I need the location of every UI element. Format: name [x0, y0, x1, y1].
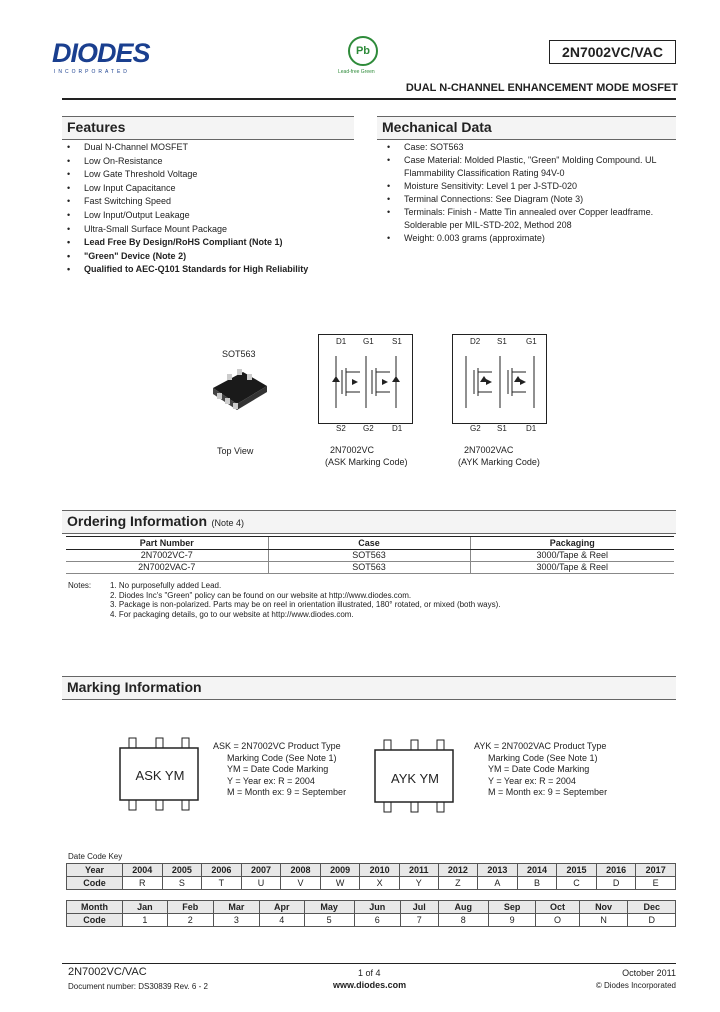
- month-cell: Apr: [259, 901, 304, 914]
- month-code-table: [66, 900, 676, 927]
- month-code-row: [67, 914, 676, 927]
- month-cell: Jan: [123, 901, 168, 914]
- diodes-logo: DIODES: [52, 38, 150, 68]
- year-code-cell: X: [360, 877, 400, 890]
- note-item: 3. Package is non-polarized. Parts may be on reel in orientation illustrated, 180° rotated, or mixed (both ways).: [110, 600, 501, 609]
- year-cell: 2015: [557, 864, 597, 877]
- ordering-header: [62, 510, 676, 534]
- ayk-line: YM = Date Code Marking: [488, 764, 590, 774]
- vac-pin-top-3: G1: [526, 337, 537, 346]
- ordering-col-packaging: Packaging: [470, 537, 674, 550]
- vc-pin-top-1: D1: [336, 337, 347, 346]
- year-cell: 2016: [596, 864, 636, 877]
- vc-pin-bottom-3: D1: [392, 424, 403, 433]
- ordering-title: Ordering Information: [67, 513, 207, 529]
- year-cell: 2013: [478, 864, 518, 877]
- year-code-cell: A: [478, 877, 518, 890]
- month-code-cell: O: [536, 914, 579, 927]
- month-cell: Sep: [488, 901, 535, 914]
- ask-line: ASK = 2N7002VC Product Type: [213, 741, 341, 751]
- vac-pin-bottom-3: D1: [526, 424, 537, 433]
- ayk-line: AYK = 2N7002VAC Product Type: [474, 741, 607, 751]
- month-cell: Oct: [536, 901, 579, 914]
- table-cell: 2N7002VAC-7: [66, 562, 268, 574]
- year-code-cell: D: [596, 877, 636, 890]
- note-item: 2. Diodes Inc's "Green" policy can be found on our website at http://www.diodes.com.: [110, 590, 412, 600]
- vc-mosfet-schematic: [322, 352, 410, 412]
- marking-title: Marking Information: [67, 679, 202, 695]
- ayk-line: M = Month ex: 9 = September: [488, 787, 608, 797]
- vac-pin-bottom-2: S1: [497, 424, 507, 433]
- ask-line: Marking Code (See Note 1): [227, 752, 337, 763]
- table-row: [66, 550, 674, 562]
- year-cell: 2017: [636, 864, 676, 877]
- vac-pin-bottom-1: G2: [470, 424, 481, 433]
- month-code-cell: N: [579, 914, 628, 927]
- sot563-label: SOT563: [222, 349, 256, 359]
- page-subtitle: DUAL N-CHANNEL ENHANCEMENT MODE MOSFET: [405, 82, 678, 94]
- table-cell: 2N7002VC-7: [66, 550, 268, 562]
- ayk-line: Y = Year ex: R = 2004: [488, 775, 576, 786]
- month-cell: May: [304, 901, 354, 914]
- vac-pin-top-1: D2: [470, 337, 481, 346]
- month-code-cell: 7: [400, 914, 438, 927]
- ordering-col-part: Part Number: [66, 537, 268, 550]
- vc-marking-caption: (ASK Marking Code): [325, 457, 408, 467]
- year-code-cell: C: [557, 877, 597, 890]
- diodes-logo-subtext: INCORPORATED: [54, 69, 130, 75]
- ayk-line: Marking Code (See Note 1): [488, 752, 598, 763]
- features-list: [64, 141, 354, 277]
- table-cell: SOT563: [268, 562, 470, 574]
- mechanical-item: • Weight: 0.003 grams (approximate): [384, 232, 676, 245]
- code-header: Code: [67, 914, 123, 927]
- ask-code: ASK YM: [135, 768, 185, 783]
- footer-doc: Document number: DS30839 Rev. 6 - 2: [68, 982, 208, 991]
- ayk-legend: [474, 741, 607, 799]
- table-cell: 3000/Tape & Reel: [470, 562, 674, 574]
- year-code-cell: V: [281, 877, 321, 890]
- header-divider: [62, 98, 676, 100]
- part-number-box: 2N7002VC/VAC: [549, 40, 676, 64]
- note-item: 4. For packaging details, go to our website at http://www.diodes.com.: [110, 609, 354, 619]
- month-cell: Feb: [167, 901, 213, 914]
- vc-pin-bottom-2: G2: [363, 424, 374, 433]
- year-code-cell: Y: [399, 877, 438, 890]
- year-row: [67, 864, 676, 877]
- month-header: Month: [67, 901, 123, 914]
- vc-pin-top-3: S1: [392, 337, 402, 346]
- feature-item: • "Green" Device (Note 2): [64, 250, 354, 264]
- mechanical-title: Mechanical Data: [382, 119, 492, 135]
- year-code-row: [67, 877, 676, 890]
- month-cell: Mar: [213, 901, 259, 914]
- year-cell: 2014: [517, 864, 557, 877]
- year-cell: 2011: [399, 864, 438, 877]
- vc-pin-top-2: G1: [363, 337, 374, 346]
- year-code-cell: Z: [438, 877, 478, 890]
- month-code-cell: 8: [438, 914, 488, 927]
- date-code-label: Date Code Key: [68, 852, 123, 861]
- table-row: [66, 562, 674, 574]
- footer-part: 2N7002VC/VAC: [68, 966, 147, 978]
- mechanical-item: • Terminal Connections: See Diagram (Note 3): [384, 193, 676, 206]
- vac-mosfet-schematic: [456, 352, 544, 412]
- month-code-cell: D: [628, 914, 676, 927]
- vc-pin-bottom-1: S2: [336, 424, 346, 433]
- year-code-cell: E: [636, 877, 676, 890]
- year-code-cell: U: [241, 877, 281, 890]
- month-code-cell: 2: [167, 914, 213, 927]
- feature-item: • Low Input/Output Leakage: [64, 209, 354, 223]
- month-cell: Jun: [354, 901, 400, 914]
- features-title: Features: [67, 119, 126, 135]
- footer-url-link[interactable]: www.diodes.com: [333, 980, 407, 990]
- year-header: Year: [67, 864, 123, 877]
- month-code-cell: 5: [304, 914, 354, 927]
- notes-label: Notes:: [68, 581, 92, 590]
- year-cell: 2004: [123, 864, 163, 877]
- month-code-cell: 1: [123, 914, 168, 927]
- month-cell: Nov: [579, 901, 628, 914]
- month-code-cell: 3: [213, 914, 259, 927]
- year-code-cell: S: [162, 877, 202, 890]
- month-cell: Aug: [438, 901, 488, 914]
- mechanical-item: • Moisture Sensitivity: Level 1 per J-STD-020: [384, 180, 676, 193]
- month-cell: Dec: [628, 901, 676, 914]
- note-item: 1. No purposefully added Lead.: [110, 581, 222, 590]
- footer-divider: [62, 963, 676, 964]
- vac-pin-top-2: S1: [497, 337, 507, 346]
- mechanical-header: [377, 116, 676, 140]
- year-cell: 2007: [241, 864, 281, 877]
- vac-marking-caption: (AYK Marking Code): [458, 457, 540, 467]
- year-cell: 2012: [438, 864, 478, 877]
- notes-list: [110, 581, 501, 619]
- vc-caption: 2N7002VC: [330, 445, 375, 455]
- ordering-note-ref: (Note 4): [211, 518, 244, 528]
- lead-free-label: Lead-free Green: [338, 69, 375, 75]
- feature-item: • Low Gate Threshold Voltage: [64, 168, 354, 182]
- sot563-package-illustration: [205, 360, 275, 420]
- lead-free-icon: Pb: [348, 36, 378, 66]
- mechanical-item: • Case Material: Molded Plastic, "Green" Molding Compound. UL Flammability Classification Rating 94V-0: [384, 154, 676, 180]
- year-code-cell: W: [320, 877, 360, 890]
- ayk-code: AYK YM: [391, 771, 439, 786]
- ordering-col-case: Case: [268, 537, 470, 550]
- mechanical-item: • Terminals: Finish - Matte Tin annealed over Copper leadframe. Solderable per MIL-STD-202, Method 208: [384, 206, 676, 232]
- marking-header: [62, 676, 676, 700]
- feature-item: • Dual N-Channel MOSFET: [64, 141, 354, 155]
- year-cell: 2008: [281, 864, 321, 877]
- month-code-cell: 6: [354, 914, 400, 927]
- year-cell: 2009: [320, 864, 360, 877]
- year-code-table: [66, 863, 676, 890]
- features-header: [62, 116, 354, 140]
- ask-line: YM = Date Code Marking: [227, 764, 329, 774]
- mechanical-item: • Case: SOT563: [384, 141, 676, 154]
- top-view-label: Top View: [217, 446, 254, 456]
- month-cell: Jul: [400, 901, 438, 914]
- feature-item: • Qualified to AEC-Q101 Standards for High Reliability: [64, 263, 354, 277]
- footer-date: October 2011: [622, 968, 676, 978]
- code-header: Code: [67, 877, 123, 890]
- ask-line: Y = Year ex: R = 2004: [227, 775, 315, 786]
- feature-item: • Low Input Capacitance: [64, 182, 354, 196]
- year-code-cell: R: [123, 877, 163, 890]
- year-cell: 2005: [162, 864, 202, 877]
- feature-item: • Ultra-Small Surface Mount Package: [64, 223, 354, 237]
- footer-page: 1 of 4: [358, 968, 381, 978]
- table-cell: 3000/Tape & Reel: [470, 550, 674, 562]
- month-row: [67, 901, 676, 914]
- mechanical-list: [384, 141, 676, 245]
- ask-legend: [213, 741, 346, 799]
- year-cell: 2006: [202, 864, 242, 877]
- feature-item: • Low On-Resistance: [64, 155, 354, 169]
- ordering-table: [66, 536, 674, 574]
- vac-caption: 2N7002VAC: [464, 445, 514, 455]
- table-cell: SOT563: [268, 550, 470, 562]
- feature-item: • Fast Switching Speed: [64, 195, 354, 209]
- footer-copyright: © Diodes Incorporated: [595, 981, 676, 990]
- month-code-cell: 9: [488, 914, 535, 927]
- year-cell: 2010: [360, 864, 400, 877]
- year-code-cell: T: [202, 877, 242, 890]
- ask-line: M = Month ex: 9 = September: [227, 787, 347, 797]
- feature-item: • Lead Free By Design/RoHS Compliant (Note 1): [64, 236, 354, 250]
- month-code-cell: 4: [259, 914, 304, 927]
- year-code-cell: B: [517, 877, 557, 890]
